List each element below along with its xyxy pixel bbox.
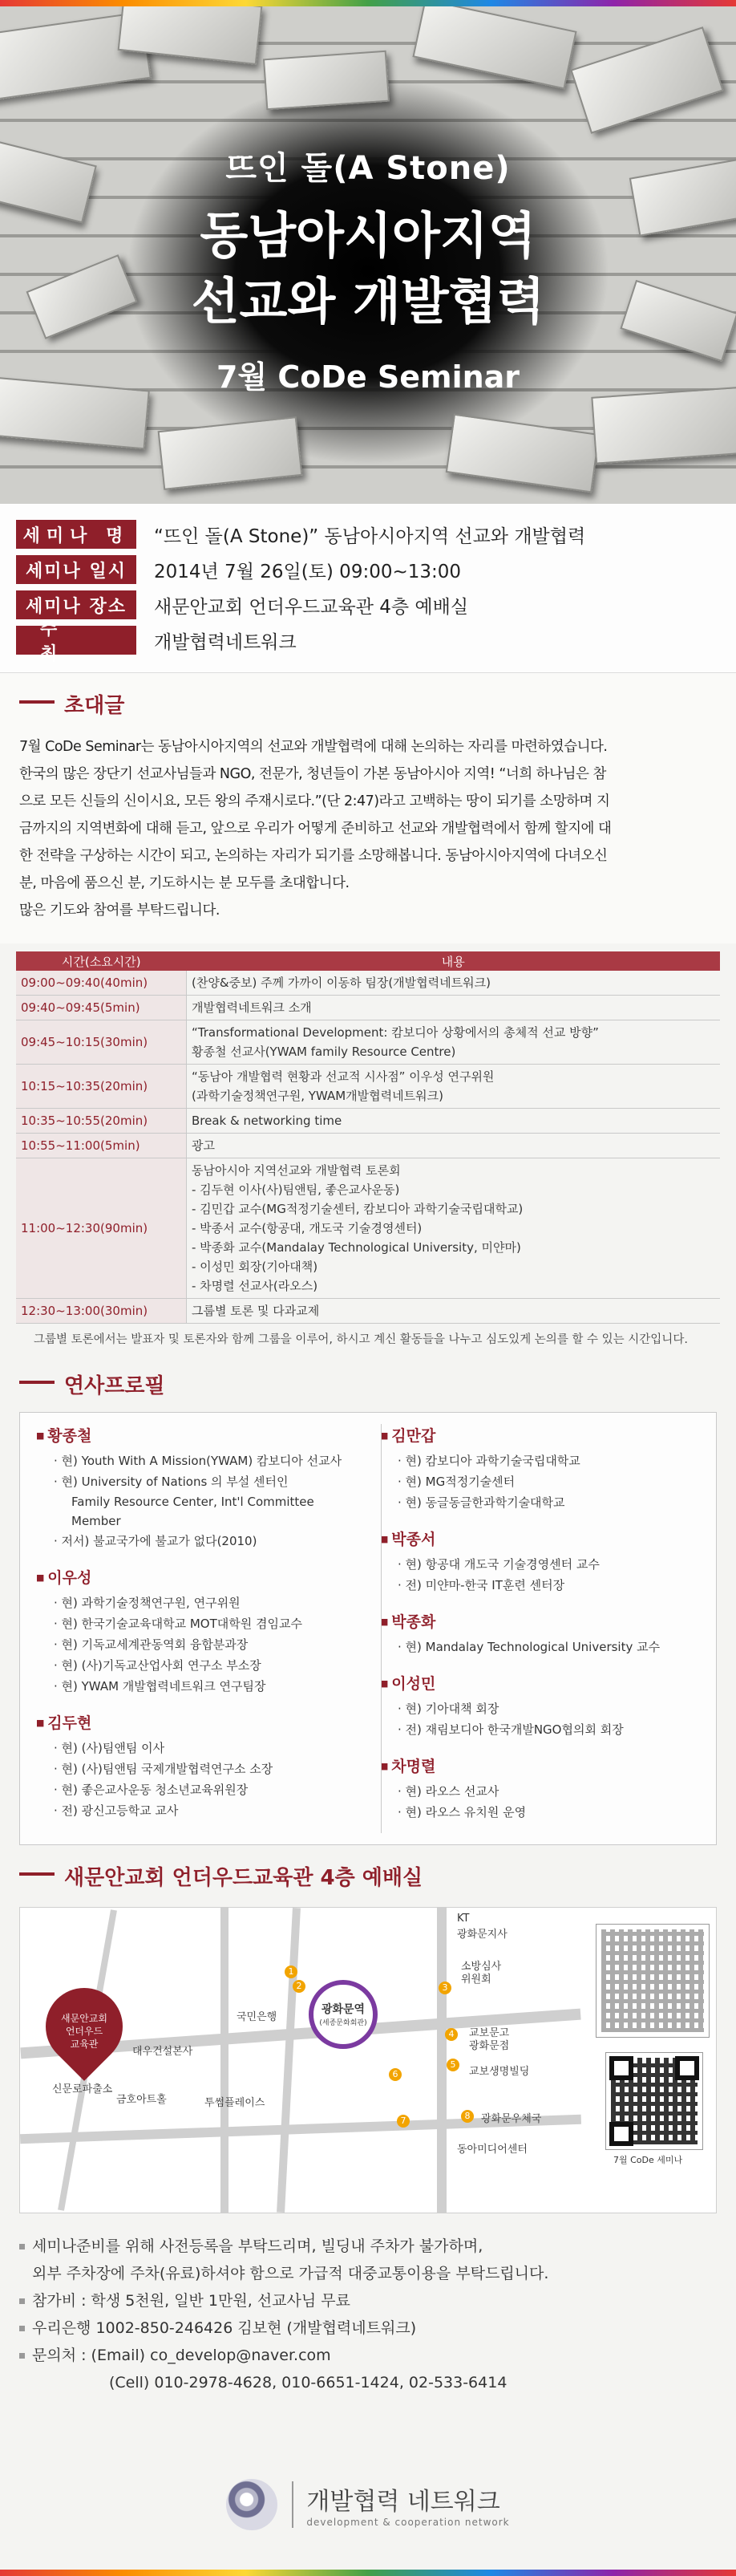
schedule-time: 10:15~10:35(20min) [16, 1065, 187, 1109]
column-divider [381, 1424, 382, 1833]
location-map [19, 1907, 717, 2213]
map-label: 광화문점 [469, 2040, 510, 2052]
schedule-note: 그룹별 토론에서는 발표자 및 토론자와 함께 그룹을 이루어, 하시고 계신 활동들을 나누고 심도있게 논의를 할 수 있는 시간입니다. [34, 1333, 688, 1346]
schedule-content [187, 1134, 721, 1158]
qr-code-image [596, 1924, 710, 2038]
speaker-credential: · 현) University of Nations 의 부설 센터인 [54, 1475, 289, 1489]
speaker-section [0, 1353, 736, 1853]
notice-item: 세미나준비를 위해 사전등록을 부탁드리며, 빌딩내 주차가 불가하며, [19, 2233, 717, 2260]
hero-title-line1: 동남아시아지역 [200, 206, 536, 265]
speaker-credential: · 현) 좋은교사운동 청소년교육위원장 [54, 1783, 249, 1797]
map-label: 광화문우체국 [481, 2113, 542, 2125]
info-label: 세미나 일시 [16, 555, 136, 584]
map-label: 금호아트홀 [116, 2094, 167, 2106]
speaker-name: ■ 김두현 [36, 1711, 356, 1733]
speaker-credential: · 전) 재림보디아 한국개발NGO협의회 회장 [398, 1722, 624, 1737]
station-name: 광화문역 [321, 2003, 366, 2016]
bottom-color-bar [0, 2570, 736, 2576]
invitation-line: 금까지의 지역변화에 대해 듣고, 앞으로 우리가 어떻게 준비하고 선교와 개발협력에서 함께 할지에 대 [19, 821, 612, 837]
schedule-content [187, 971, 721, 996]
invitation-line: 많은 기도와 참여를 부탁드립니다. [19, 903, 220, 919]
map-label: 투썸플레이스 [204, 2097, 265, 2109]
invitation-section [0, 672, 736, 943]
schedule-content [187, 1020, 721, 1065]
map-label: 소방심사 [461, 1961, 502, 1973]
schedule-content-line: 황종철 선교사(YWAM family Resource Centre) [192, 1045, 456, 1059]
schedule-content [187, 1109, 721, 1134]
schedule-content-line: - 이성민 회장(기아대책) [192, 1260, 318, 1274]
speaker-credential: · 현) (사)기독교산업사회 연구소 부소장 [54, 1658, 261, 1673]
info-row-name [16, 517, 736, 552]
notice-item: 문의처 : (Email) co_develop@naver.com [19, 2342, 717, 2369]
venue-section [0, 1853, 736, 2221]
speaker-credential: · 현) 항공대 개도국 기술경영센터 교수 [398, 1557, 600, 1572]
church-marker-label [46, 2012, 123, 2051]
map-number-marker: 2 [293, 1980, 305, 1993]
schedule-header-row [16, 951, 720, 971]
map-label: 신문로파출소 [52, 2083, 113, 2095]
schedule-time: 09:00~09:40(40min) [16, 971, 187, 996]
map-number-marker: 6 [389, 2068, 402, 2081]
gwanghwamun-station [309, 1980, 378, 2049]
notice-item-cont: (Cell) 010-2978-4628, 010-6651-1424, 02-533-6414 [109, 2374, 508, 2391]
schedule-content-line: Break & networking time [192, 1114, 342, 1128]
hero-subtitle: 뜨인 돌(A Stone) [225, 150, 511, 187]
schedule-row [16, 1134, 720, 1158]
seminar-info [0, 504, 736, 672]
marker-line: 새문안교회 [61, 2013, 107, 2024]
schedule-row [16, 1158, 720, 1299]
schedule-content-line: - 김두현 이사(사)팀앤팀, 좋은교사운동) [192, 1183, 400, 1197]
schedule-content [187, 1299, 721, 1324]
notice-item: 우리은행 1002-850-246426 김보현 (개발협력네트워크) [19, 2314, 717, 2342]
speaker-profile [380, 1755, 700, 1823]
invitation-line: 으로 모든 신들의 신이시요, 모든 왕의 주재시로다.”(단 2:47)라고 고백하는 땅이 되기를 소망하며 지 [19, 793, 610, 809]
speaker-name: ■ 황종철 [36, 1424, 356, 1446]
schedule-time: 11:00~12:30(90min) [16, 1158, 187, 1299]
map-label: 국민은행 [237, 2011, 277, 2023]
speaker-credential: · 현) 과학기술정책연구원, 연구위원 [54, 1596, 241, 1610]
schedule-time: 10:55~11:00(5min) [16, 1134, 187, 1158]
schedule-time: 10:35~10:55(20min) [16, 1109, 187, 1134]
speaker-credential: · 현) (사)팀앤팀 이사 [54, 1741, 165, 1755]
venue-title: 새문안교회 언더우드교육관 4층 예배실 [19, 1861, 717, 1891]
schedule-row [16, 1299, 720, 1324]
invitation-line: 7월 CoDe Seminar는 동남아시아지역의 선교와 개발협력에 대해 논의하는 자리를 마련하였습니다. [19, 739, 608, 755]
speaker-credential: · 현) 캄보디아 과학기술국립대학교 [398, 1454, 580, 1468]
map-number-marker: 3 [439, 1982, 451, 1994]
org-subtitle: development & cooperation network [306, 2517, 510, 2528]
schedule-content-line: 동남아시아 지역선교와 개발협력 토론회 [192, 1163, 401, 1178]
schedule-content-line: 그룹별 토론 및 다과교제 [192, 1304, 320, 1318]
info-label: 세미나 장소 [16, 590, 136, 619]
schedule-content-line: - 차명렬 선교사(라오스) [192, 1279, 318, 1293]
schedule-table [16, 951, 720, 1324]
speaker-name: ■ 차명렬 [380, 1755, 700, 1776]
schedule-row [16, 971, 720, 996]
invitation-title: 초대글 [19, 689, 717, 719]
speaker-credential: · 현) (사)팀앤팀 국제개발협력연구소 소장 [54, 1762, 273, 1776]
info-row-date [16, 552, 736, 587]
schedule-content-line: 개발협력네트워크 소개 [192, 1000, 312, 1015]
info-value: 2014년 7월 26일(토) 09:00~13:00 [154, 561, 462, 582]
schedule-content-line: 광고 [192, 1138, 215, 1153]
station-sub: (세종문화회관) [319, 2019, 367, 2027]
schedule-content-line: (찬양&중보) 주께 가까이 이동하 팀장(개발협력네트워크) [192, 976, 491, 990]
schedule-content-line: (과학기술정책연구원, YWAM개발협력네트워크) [192, 1089, 443, 1103]
map-number-marker: 1 [285, 1965, 297, 1978]
map-label: KT [457, 1913, 470, 1925]
schedule-row [16, 996, 720, 1020]
map-label: 대우건설본사 [132, 2046, 193, 2058]
speaker-credential: · 현) 기독교세계관동역회 융합분과장 [54, 1637, 249, 1652]
info-label: 주 최 [16, 626, 136, 655]
speaker-credential: · 현) Youth With A Mission(YWAM) 캄보디아 선교사 [54, 1454, 342, 1468]
speaker-credential: · 현) MG적정기술센터 [398, 1475, 516, 1489]
content-column-header: 내용 [187, 951, 721, 971]
schedule-content-line: - 박종화 교수(Mandalay Technological University, 미얀마) [192, 1240, 521, 1255]
speaker-name: ■ 박종서 [380, 1527, 700, 1549]
map-number-marker: 8 [461, 2110, 474, 2123]
speaker-name: ■ 박종화 [380, 1610, 700, 1632]
info-value: “뜨인 돌(A Stone)” 동남아시아지역 선교와 개발협력 [154, 525, 586, 547]
info-value: 새문안교회 언더우드교육관 4층 예배실 [154, 596, 469, 618]
schedule-time: 09:45~10:15(30min) [16, 1020, 187, 1065]
schedule-row [16, 1065, 720, 1109]
speaker-profile [36, 1424, 356, 1552]
notice-item-cont: 외부 주차장에 주차(유료)하셔야 함으로 가급적 대중교통이용을 부탁드립니다. [32, 2265, 549, 2282]
speaker-profiles [19, 1412, 717, 1845]
invitation-line: 분, 마음에 품으신 분, 기도하시는 분 모두를 초대합니다. [19, 875, 350, 891]
info-value: 개발협력네트워크 [154, 631, 297, 653]
top-color-bar [0, 0, 736, 6]
map-label: 교보문고 [469, 2027, 510, 2039]
info-label: 세미나 명 [16, 520, 136, 549]
map-label: 광화문지사 [457, 1929, 508, 1941]
hero-seminar-name: 7월 CoDe Seminar [216, 359, 520, 395]
schedule-content-line: - 박종서 교수(항공대, 개도국 기술경영센터) [192, 1221, 423, 1235]
hero-title [0, 203, 736, 335]
time-column-header: 시간(소요시간) [16, 951, 187, 971]
speaker-credential: Family Resource Center, Int'l Committee Member [71, 1495, 314, 1528]
info-row-host [16, 619, 736, 664]
logo-text [292, 2481, 509, 2528]
schedule-time: 09:40~09:45(5min) [16, 996, 187, 1020]
invitation-line: 한 전략을 구상하는 시간이 되고, 논의하는 자리가 되기를 소망해봅니다. 동남아시아지역에 다녀오신 [19, 848, 608, 864]
speaker-name: ■ 이성민 [380, 1672, 700, 1694]
speaker-profile [380, 1424, 700, 1513]
speaker-credential: · 전) 미얀마-한국 IT훈련 센터장 [398, 1578, 565, 1592]
speaker-credential: · 현) Mandalay Technological University 교수 [398, 1640, 661, 1654]
schedule-row [16, 1020, 720, 1065]
schedule-row [16, 1109, 720, 1134]
map-number-marker: 7 [397, 2115, 410, 2128]
footer-logo [0, 2479, 736, 2530]
schedule-content-line: - 김민갑 교수(MG적정기술센터, 캄보디아 과학기술국립대학교) [192, 1202, 524, 1216]
speaker-credential: · 전) 광신고등학교 교사 [54, 1803, 179, 1818]
map-number-marker: 5 [447, 2059, 459, 2071]
map-label: 교보생명빌딩 [469, 2066, 530, 2078]
speaker-credential: · 현) 라오스 유치원 운영 [398, 1805, 527, 1819]
qr-caption: 7월 CoDe 세미나 [613, 2155, 683, 2165]
speaker-credential: · 현) YWAM 개발협력네트워크 연구팀장 [54, 1679, 266, 1694]
schedule-section [0, 951, 736, 1353]
speaker-column-right [356, 1424, 700, 1833]
speaker-profile [380, 1610, 700, 1657]
schedule-content-line: “동남아 개발협력 현황과 선교적 시사점” 이우성 연구위원 [192, 1069, 495, 1084]
schedule-content [187, 1158, 721, 1299]
speaker-title: 연사프로필 [19, 1369, 717, 1399]
qr-code-icon[interactable] [605, 2052, 703, 2150]
hero-title-line2: 선교와 개발협력 [191, 272, 545, 331]
speaker-credential: · 현) 동글동글한과학기술대학교 [398, 1495, 565, 1510]
speaker-name: ■ 이우성 [36, 1566, 356, 1588]
invitation-body [19, 733, 717, 924]
network-logo-icon [226, 2479, 277, 2530]
speaker-credential: · 현) 기아대책 회장 [398, 1702, 499, 1716]
speaker-column-left [36, 1424, 356, 1833]
hero-banner [0, 6, 736, 504]
marker-line: 언더우드 [65, 2026, 103, 2037]
org-name: 개발협력 네트워크 [306, 2488, 500, 2516]
speaker-profile [36, 1711, 356, 1821]
speaker-name: ■ 김만갑 [380, 1424, 700, 1446]
schedule-time: 12:30~13:00(30min) [16, 1299, 187, 1324]
marker-line: 교육관 [70, 2038, 99, 2050]
invitation-line: 한국의 많은 장단기 선교사님들과 NGO, 전문가, 청년들이 가본 동남아시아 지역! “너희 하나님은 참 [19, 766, 606, 782]
speaker-credential: · 저서) 불교국가에 불교가 없다(2010) [54, 1534, 257, 1548]
speaker-profile [380, 1672, 700, 1740]
notice-section [0, 2221, 736, 2396]
map-label: 동아미디어센터 [457, 2144, 528, 2156]
speaker-profile [36, 1566, 356, 1697]
speaker-credential: · 현) 한국기술교육대학교 MOT대학원 겸임교수 [54, 1617, 302, 1631]
schedule-content [187, 1065, 721, 1109]
notice-item: 참가비 : 학생 5천원, 일반 1만원, 선교사님 무료 [19, 2287, 717, 2314]
map-number-marker: 4 [445, 2028, 458, 2041]
schedule-content [187, 996, 721, 1020]
speaker-credential: · 현) 라오스 선교사 [398, 1784, 499, 1799]
schedule-content-line: “Transformational Development: 캄보디아 상황에서의 총체적 선교 방향” [192, 1025, 599, 1040]
speaker-profile [380, 1527, 700, 1596]
map-label: 위원회 [461, 1974, 491, 1986]
